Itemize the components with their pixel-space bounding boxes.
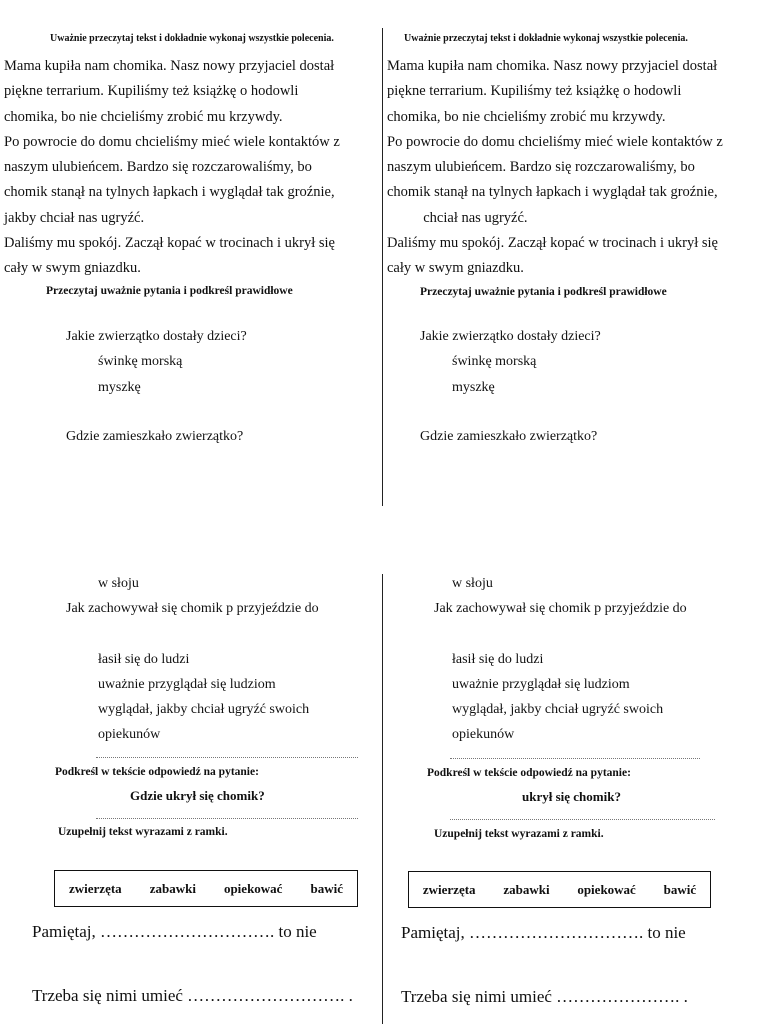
story-line: piękne terrarium. Kupiliśmy też książkę o hodowli [4, 83, 299, 100]
right-word-box [408, 871, 711, 908]
left-question-3: Jak zachowywał się chomik p przyjeździe do [66, 601, 319, 616]
left-fill-line-2[interactable]: Trzeba się nimi umieć ………………………. . [32, 986, 353, 1005]
story-line: Daliśmy mu spokój. Zaczął kopać w trocinach i ukrył się [387, 235, 718, 252]
right-question-2: Gdzie zamieszkało zwierzątko? [420, 429, 598, 444]
left-q1-option[interactable]: myszkę [98, 380, 141, 395]
story-line: chciał nas ugryźć. [387, 209, 528, 226]
right-q3-option[interactable]: łasił się do ludzi [452, 652, 544, 667]
left-word-box [54, 870, 358, 907]
word-box-item: bawić [310, 880, 343, 896]
left-q3-option[interactable]: łasił się do ludzi [98, 652, 190, 667]
right-answer-line [450, 819, 715, 820]
page-divider [382, 574, 383, 1024]
story-line: chomika, bo nie chcieliśmy zrobić mu krzywdy. [4, 108, 283, 125]
left-story [4, 54, 340, 282]
left-question-1: Jakie zwierzątko dostały dzieci? [66, 329, 247, 344]
right-heading: Uważnie przeczytaj tekst i dokładnie wykonaj wszystkie polecenia. [404, 33, 688, 44]
word-box-item: zabawki [503, 881, 550, 897]
word-box-item: bawić [663, 881, 697, 897]
story-line: Po powrocie do domu chcieliśmy mieć wiele kontaktów z [4, 133, 340, 150]
story-line: Po powrocie do domu chcieliśmy mieć wiele kontaktów z [387, 133, 723, 150]
right-underline-instruction: Podkreśl w tekście odpowiedź na pytanie: [427, 767, 631, 779]
story-line: piękne terrarium. Kupiliśmy też książkę o hodowli [387, 83, 682, 100]
word-box-item: zwierzęta [69, 880, 122, 896]
story-line: jakby chciał nas ugryźć. [4, 209, 145, 226]
word-box-item: opiekować [223, 880, 283, 896]
right-q3-option[interactable]: uważnie przyglądał się ludziom [452, 677, 630, 692]
left-q1-option[interactable]: świnkę morską [98, 354, 183, 369]
story-line: naszym ulubieńcem. Bardzo się rozczarowaliśmy, bo [4, 159, 312, 176]
story-line: chomik stanął na tylnych łapkach i wyglądał tak groźnie, [4, 184, 335, 201]
right-q3-option[interactable]: opiekunów [452, 727, 515, 742]
left-fill-instruction: Uzupełnij tekst wyrazami z ramki. [58, 826, 228, 838]
story-line: chomika, bo nie chcieliśmy zrobić mu krzywdy. [387, 108, 666, 125]
right-story [387, 54, 723, 282]
page-divider [382, 28, 383, 506]
left-instruction: Przeczytaj uważnie pytania i podkreśl prawidłowe [46, 285, 293, 297]
story-line: cały w swym gniazdku. [387, 260, 524, 277]
right-instruction: Przeczytaj uważnie pytania i podkreśl prawidłowe [420, 286, 667, 298]
left-q3-option[interactable]: wyglądał, jakby chciał ugryźć swoich [98, 702, 310, 717]
left-q3-option[interactable]: opiekunów [98, 727, 161, 742]
word-box-item: opiekować [577, 881, 636, 897]
right-q1-option[interactable]: myszkę [452, 380, 495, 395]
story-line: cały w swym gniazdku. [4, 260, 141, 277]
left-answer-line [96, 757, 358, 758]
story-line: Mama kupiła nam chomika. Nasz nowy przyjaciel dostał [387, 58, 718, 74]
word-box-item: zabawki [149, 880, 196, 896]
left-fill-line-1[interactable]: Pamiętaj, …………………………. to nie [32, 922, 317, 941]
right-answer-line [450, 758, 700, 759]
word-box-item: zwierzęta [422, 881, 476, 897]
right-q1-option[interactable]: świnkę morską [452, 354, 537, 369]
story-line: Daliśmy mu spokój. Zaczął kopać w trocinach i ukrył się [4, 235, 335, 252]
right-fill-line-1[interactable]: Pamiętaj, …………………………. to nie [401, 923, 686, 942]
left-underline-instruction: Podkreśl w tekście odpowiedź na pytanie: [55, 766, 259, 778]
left-q3-option[interactable]: uważnie przyglądał się ludziom [98, 677, 276, 692]
right-fill-instruction: Uzupełnij tekst wyrazami z ramki. [434, 828, 604, 840]
left-question-2: Gdzie zamieszkało zwierzątko? [66, 429, 244, 444]
left-underline-question: Gdzie ukrył się chomik? [130, 788, 265, 803]
story-line: Mama kupiła nam chomika. Nasz nowy przyjaciel dostał [4, 58, 335, 74]
right-question-3: Jak zachowywał się chomik p przyjeździe do [434, 601, 687, 616]
right-q2-option[interactable]: w słoju [452, 576, 493, 591]
story-line: naszym ulubieńcem. Bardzo się rozczarowaliśmy, bo [387, 159, 695, 176]
right-q3-option[interactable]: wyglądał, jakby chciał ugryźć swoich [452, 702, 664, 717]
right-fill-line-2[interactable]: Trzeba się nimi umieć …………………. . [401, 987, 688, 1006]
right-underline-question: ukrył się chomik? [522, 789, 621, 804]
left-heading: Uważnie przeczytaj tekst i dokładnie wykonaj wszystkie polecenia. [50, 33, 334, 44]
left-q2-option[interactable]: w słoju [98, 576, 139, 591]
right-question-1: Jakie zwierzątko dostały dzieci? [420, 329, 601, 344]
story-line: chomik stanął na tylnych łapkach i wyglądał tak groźnie, [387, 184, 718, 201]
left-answer-line [96, 818, 358, 819]
